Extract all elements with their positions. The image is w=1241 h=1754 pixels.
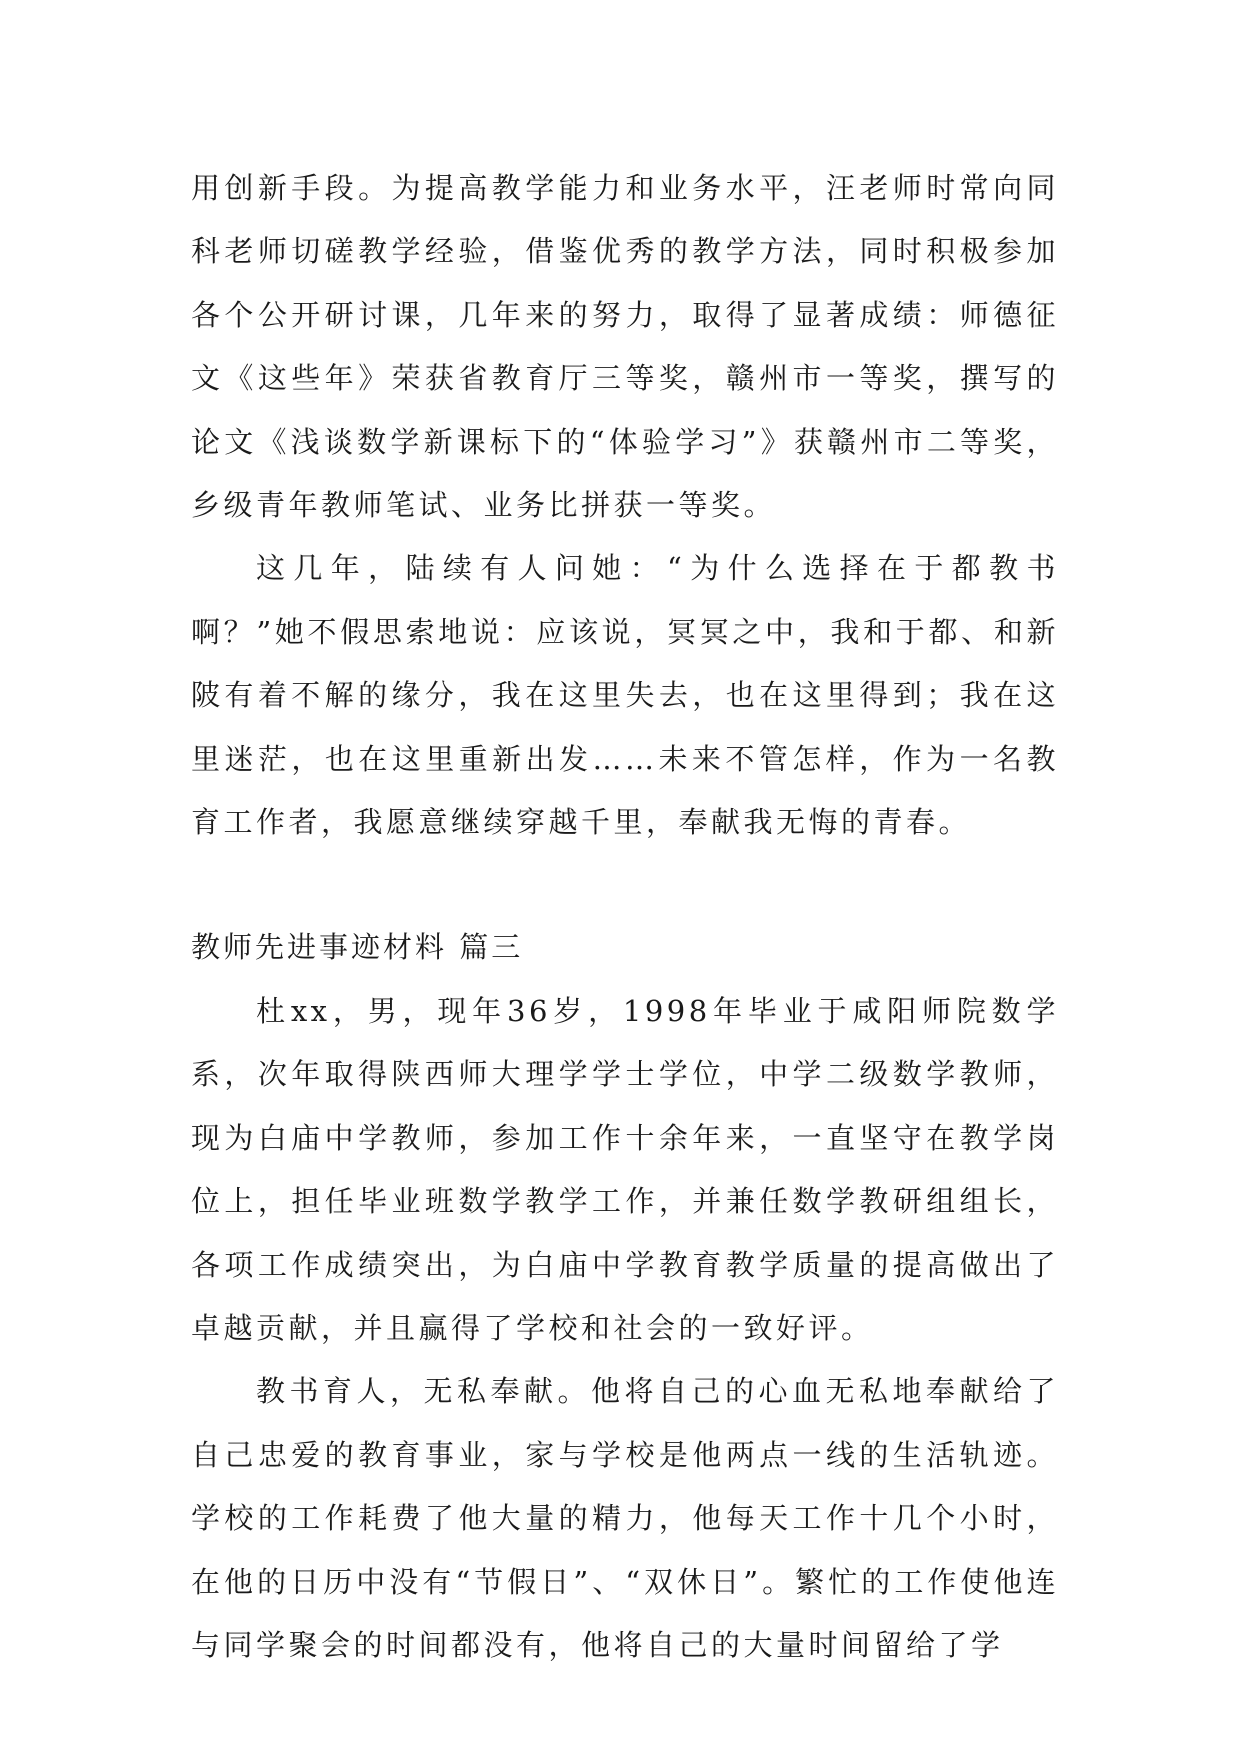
paragraph-3: 杜xx，男，现年36岁，1998年毕业于咸阳师院数学系，次年取得陕西师大理学学士学位，中学二级数学教师，现为白庙中学教师，参加工作十余年来，一直坚守在教学岗位上，担任毕业班数学教学工作，并兼任数学教研组组长，各项工作成绩突出，为白庙中学教育教学质量的提高做出了卓越贡献，并且赢得了学校和社会的一致好评。 <box>191 993 1059 1345</box>
section-spacer <box>191 854 1059 916</box>
section-heading: 教师先进事迹材料 篇三 <box>191 930 524 965</box>
paragraph-4: 教书育人，无私奉献。他将自己的心血无私地奉献给了自己忠爱的教育事业，家与学校是他两点一线的生活轨迹。学校的工作耗费了他大量的精力，他每天工作十几个小时，在他的日历中没有“节假日”、“双休日”。繁忙的工作使他连与同学聚会的时间都没有，他将自己的大量时间留给了学 <box>191 1374 1059 1662</box>
document-body <box>191 157 1059 1677</box>
paragraph-2: 这几年，陆续有人问她：“为什么选择在于都教书啊？”她不假思索地说：应该说，冥冥之中，我和于都、和新陂有着不解的缘分，我在这里失去，也在这里得到；我在这里迷茫，也在这里重新出发……未来不管怎样，作为一名教育工作者，我愿意继续穿越千里，奉献我无悔的青春。 <box>191 551 1059 840</box>
paragraph-1: 用创新手段。为提高教学能力和业务水平，汪老师时常向同科老师切磋教学经验，借鉴优秀的教学方法，同时积极参加各个公开研讨课，几年来的努力，取得了显著成绩：师德征文《这些年》荣获省教育厅三等奖，赣州市一等奖，撰写的论文《浅谈数学新课标下的“体验学习”》获赣州市二等奖，乡级青年教师笔试、业务比拼获一等奖。 <box>191 171 1059 523</box>
